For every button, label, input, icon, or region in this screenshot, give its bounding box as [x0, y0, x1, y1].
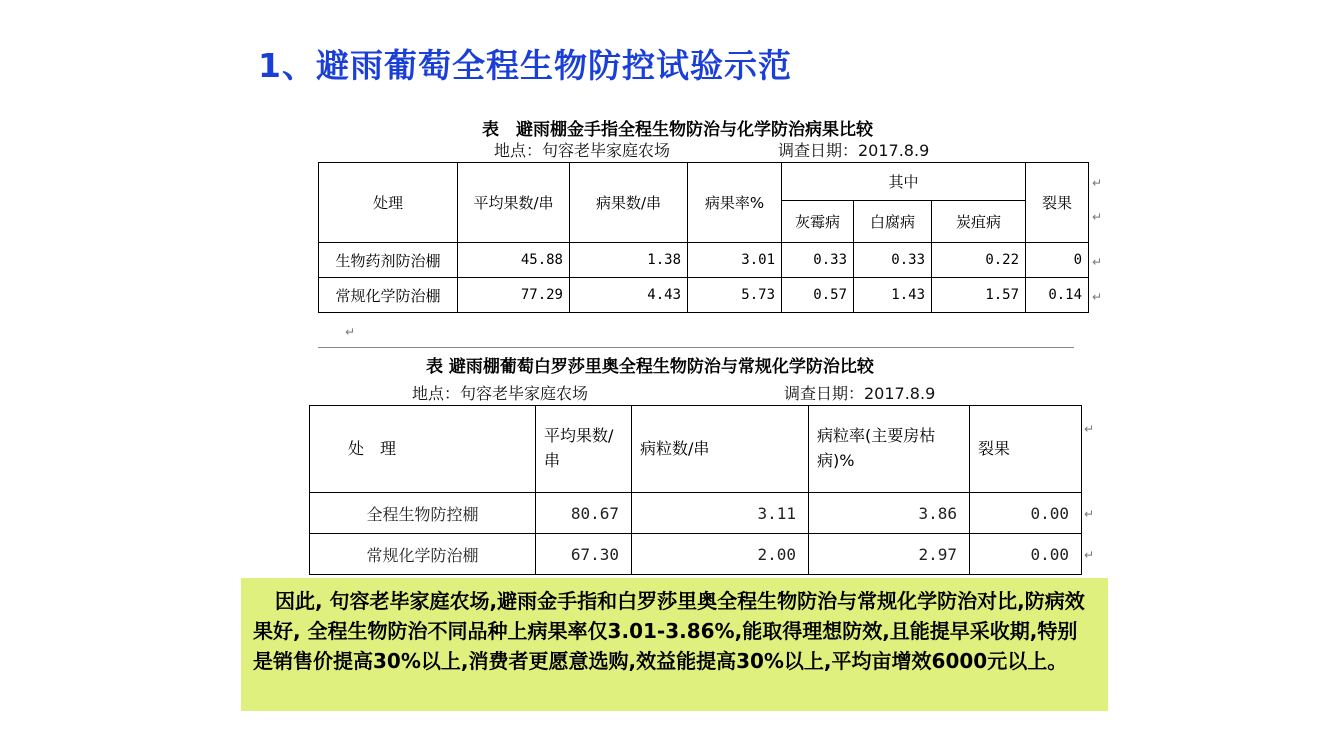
t1-cell-disease-rate: 3.01 [688, 243, 782, 278]
t2-cell-cracked: 0.00 [970, 493, 1082, 534]
t1-cell-avg-fruit: 77.29 [458, 278, 570, 313]
t2-header-cracked: 裂果 [970, 406, 1082, 493]
t1-cell-cracked: 0 [1026, 243, 1089, 278]
t1-cell-white-rot: 0.33 [854, 243, 932, 278]
paragraph-mark-icon: ↵ [1092, 176, 1103, 190]
table1-location: 地点：句容老毕家庭农场 [494, 141, 671, 160]
t1-header-gray-mold: 灰霉病 [782, 201, 854, 243]
t1-header-diseased-fruit: 病果数/串 [570, 163, 688, 243]
table1-caption: 表 避雨棚金手指全程生物防治与化学防治病果比较 [482, 120, 873, 140]
paragraph-mark-icon: ↵ [1092, 210, 1103, 224]
t2-cell-diseased-grain: 3.11 [632, 493, 809, 534]
paragraph-mark-icon: ↵ [345, 325, 356, 339]
table2-caption: 表 避雨棚葡萄白罗莎里奥全程生物防治与常规化学防治比较 [426, 357, 874, 377]
t1-header-anthracnose: 炭疽病 [932, 201, 1026, 243]
t2-cell-avg-fruit: 80.67 [536, 493, 632, 534]
table2-location: 地点：句容老毕家庭农场 [412, 384, 589, 403]
t1-cell-treatment: 常规化学防治棚 [319, 278, 458, 313]
t1-cell-gray-mold: 0.33 [782, 243, 854, 278]
table-row [319, 278, 1089, 313]
paragraph-mark-icon: ↵ [1084, 507, 1095, 521]
t1-cell-avg-fruit: 45.88 [458, 243, 570, 278]
t1-cell-diseased-fruit: 4.43 [570, 278, 688, 313]
t1-cell-anthracnose: 1.57 [932, 278, 1026, 313]
t1-cell-disease-rate: 5.73 [688, 278, 782, 313]
table-row [319, 243, 1089, 278]
t2-header-diseased-grain: 病粒数/串 [632, 406, 809, 493]
t1-cell-white-rot: 1.43 [854, 278, 932, 313]
t2-header-grain-rate: 病粒率(主要房枯病)% [809, 406, 970, 493]
summary-box: 因此, 句容老毕家庭农场,避雨金手指和白罗莎里奥全程生物防治与常规化学防治对比,防病效果好, 全程生物防治不同品种上病果率仅3.01-3.86%,能取得理想防效,且能提早采收期,特别是销售价提高30%以上,消费者更愿意选购,效益能提高30%以上,平均亩增效6000元以上。 [241, 578, 1108, 711]
t2-header-treatment: 处 理 [310, 406, 536, 493]
t2-cell-avg-fruit: 67.30 [536, 534, 632, 575]
t2-cell-treatment: 常规化学防治棚 [310, 534, 536, 575]
paragraph-mark-icon: ↵ [1092, 255, 1103, 269]
t1-header-white-rot: 白腐病 [854, 201, 932, 243]
t1-cell-anthracnose: 0.22 [932, 243, 1026, 278]
paragraph-mark-icon: ↵ [1084, 422, 1095, 436]
t1-header-cracked: 裂果 [1026, 163, 1089, 243]
t1-cell-diseased-fruit: 1.38 [570, 243, 688, 278]
t2-cell-grain-rate: 3.86 [809, 493, 970, 534]
t2-cell-cracked: 0.00 [970, 534, 1082, 575]
t2-cell-diseased-grain: 2.00 [632, 534, 809, 575]
table-row [310, 493, 1082, 534]
table1 [318, 162, 1089, 313]
section-divider [318, 347, 1074, 348]
table2 [309, 405, 1082, 575]
slide-title: 1、避雨葡萄全程生物防控试验示范 [258, 46, 792, 85]
table1-survey-date: 调查日期：2017.8.9 [778, 141, 930, 160]
t1-header-disease-rate: 病果率% [688, 163, 782, 243]
table-row [310, 534, 1082, 575]
t1-cell-gray-mold: 0.57 [782, 278, 854, 313]
t1-cell-cracked: 0.14 [1026, 278, 1089, 313]
t1-header-of-which: 其中 [782, 163, 1026, 201]
table2-survey-date: 调查日期：2017.8.9 [784, 384, 936, 403]
paragraph-mark-icon: ↵ [1084, 548, 1095, 562]
t2-header-avg-fruit: 平均果数/串 [536, 406, 632, 493]
paragraph-mark-icon: ↵ [1092, 290, 1103, 304]
t2-cell-treatment: 全程生物防控棚 [310, 493, 536, 534]
t1-cell-treatment: 生物药剂防治棚 [319, 243, 458, 278]
t2-cell-grain-rate: 2.97 [809, 534, 970, 575]
t1-header-treatment: 处理 [319, 163, 458, 243]
t1-header-avg-fruit: 平均果数/串 [458, 163, 570, 243]
